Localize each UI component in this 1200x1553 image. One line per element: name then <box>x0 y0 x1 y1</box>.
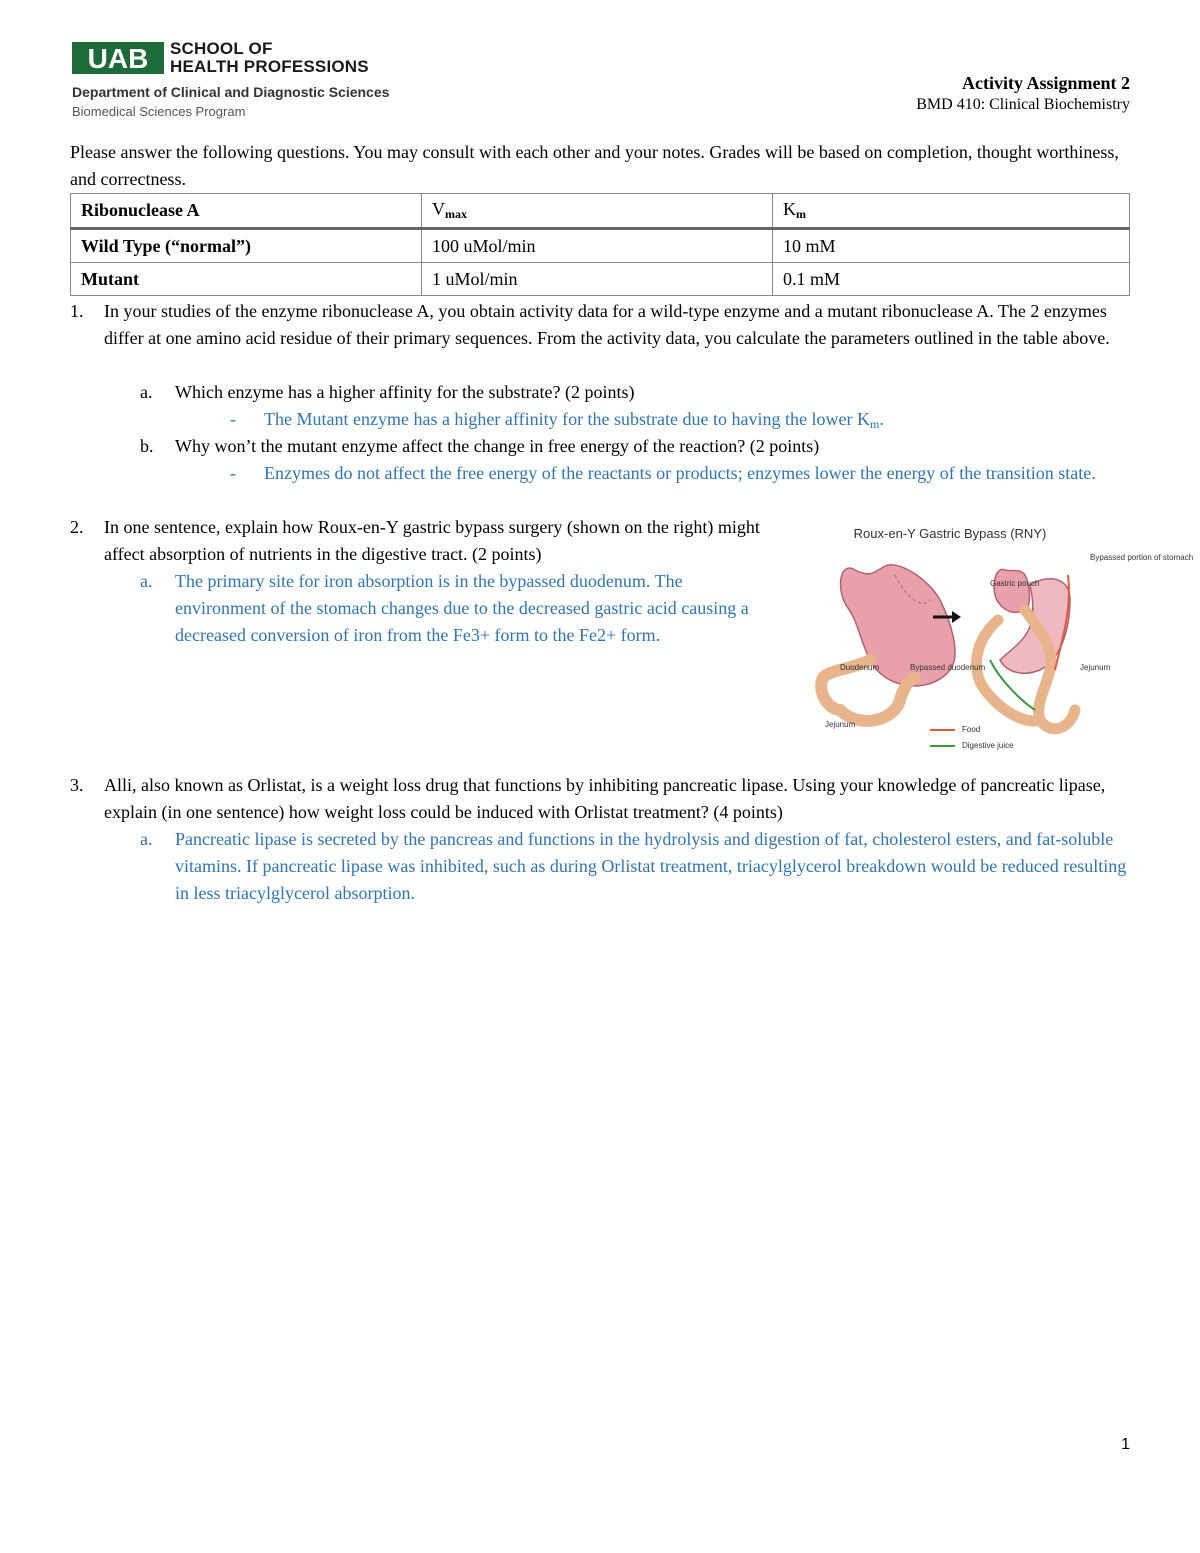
label-bypassed-portion: Bypassed portion of stomach <box>1090 553 1194 562</box>
assignment-title: Activity Assignment 2 <box>962 73 1130 93</box>
department: Department of Clinical and Diagnostic Sciences <box>72 84 390 100</box>
course-name: BMD 410: Clinical Biochemistry <box>916 96 1130 113</box>
header-km <box>773 194 1130 229</box>
assignment-header <box>916 72 1130 116</box>
page-number: 1 <box>1121 1436 1130 1453</box>
answer-end: . <box>879 409 884 429</box>
row-km: 0.1 mM <box>773 263 1130 296</box>
table-header-row <box>71 194 1130 229</box>
label-bypassed-duodenum: Bypassed duodenum <box>910 663 986 672</box>
label-jejunum-left: Jejunum <box>825 720 856 729</box>
table-row <box>71 263 1130 296</box>
answer-text: The primary site for iron absorption is in the bypassed duodenum. The environment of the stomach changes due to the decreased gastric acid causing a decreased conversion of iron from the Fe3+ form to the Fe2+ form. <box>175 571 749 645</box>
sub-question-text: Why won’t the mutant enzyme affect the change in free energy of the reaction? (2 points) <box>175 436 820 456</box>
program: Biomedical Sciences Program <box>72 104 246 119</box>
uab-logo <box>72 40 402 122</box>
sub-question-text: Which enzyme has a higher affinity for the substrate? (2 points) <box>175 382 635 402</box>
answer-text: Enzymes do not affect the free energy of the reactants or products; enzymes lower the energy of the transition state. <box>264 463 1096 483</box>
question-number: 3. <box>70 775 84 795</box>
bypass-stomach-icon <box>976 569 1075 728</box>
answer-dash: - <box>230 409 236 429</box>
figure-title: Roux-en-Y Gastric Bypass (RNY) <box>853 526 1047 541</box>
gastric-bypass-illustration <box>800 520 1194 755</box>
row-vmax: 1 uMol/min <box>422 263 773 296</box>
row-km: 10 mM <box>773 229 1130 263</box>
answer-sub: m <box>870 417 880 431</box>
header-enzyme: Ribonuclease A <box>71 194 422 229</box>
answer-main: The Mutant enzyme has a higher affinity for the substrate due to having the lower K <box>264 409 870 429</box>
sub-label: b. <box>140 436 154 456</box>
label-food: Food <box>962 725 981 734</box>
km-symbol: K <box>783 199 796 219</box>
roux-en-y-figure <box>800 520 1194 755</box>
svg-text:UAB: UAB <box>87 43 149 74</box>
vmax-sub: max <box>445 207 467 221</box>
question-text: Alli, also known as Orlistat, is a weight loss drug that functions by inhibiting pancreatic lipase. Using your knowledge of pancreatic lipase, explain (in one sentence) how weight loss could be induced with Orlistat treatment? (4 points) <box>104 775 1106 822</box>
school-line2: HEALTH PROFESSIONS <box>170 57 369 76</box>
answer-dash: - <box>230 463 236 483</box>
school-name <box>170 40 369 76</box>
vmax-symbol: V <box>432 199 445 219</box>
row-vmax: 100 uMol/min <box>422 229 773 263</box>
uab-logo-icon <box>72 42 164 74</box>
sub-label: a. <box>140 571 153 591</box>
row-name: Wild Type (“normal”) <box>71 229 422 263</box>
sub-label: a. <box>140 829 153 849</box>
question-text: In your studies of the enzyme ribonuclease A, you obtain activity data for a wild-type enzyme and a mutant ribonuclease A. The 2 enzymes differ at one amino acid residue of their primary sequences. From the activity data, you calculate the parameters outlined in the table above. <box>104 301 1110 348</box>
label-gastric-pouch: Gastric pouch <box>990 579 1040 588</box>
label-digestive-juice: Digestive juice <box>962 741 1014 750</box>
table-row <box>71 229 1130 263</box>
row-name: Mutant <box>71 263 422 296</box>
km-sub: m <box>796 207 806 221</box>
answer-text: Pancreatic lipase is secreted by the pancreas and functions in the hydrolysis and digestion of fat, cholesterol esters, and fat-soluble vitamins. If pancreatic lipase was inhibited, such as during Orlistat treatment, triacylglycerol breakdown would be reduced resulting in less triacylglycerol absorption. <box>175 829 1127 903</box>
normal-stomach-icon <box>821 565 955 721</box>
header-vmax <box>422 194 773 229</box>
school-line1: SCHOOL OF <box>170 39 273 58</box>
sub-label: a. <box>140 382 153 402</box>
question-number: 2. <box>70 517 84 537</box>
label-jejunum-right: Jejunum <box>1080 663 1111 672</box>
enzyme-parameters-table <box>70 193 1130 296</box>
intro-text: Please answer the following questions. You may consult with each other and your notes. Grades will be based on completion, thought worthiness, and correctness. <box>70 142 1119 189</box>
question-text: In one sentence, explain how Roux-en-Y gastric bypass surgery (shown on the right) might affect absorption of nutrients in the digestive tract. (2 points) <box>104 517 760 564</box>
question-number: 1. <box>70 301 84 321</box>
label-duodenum: Duodenum <box>840 663 880 672</box>
